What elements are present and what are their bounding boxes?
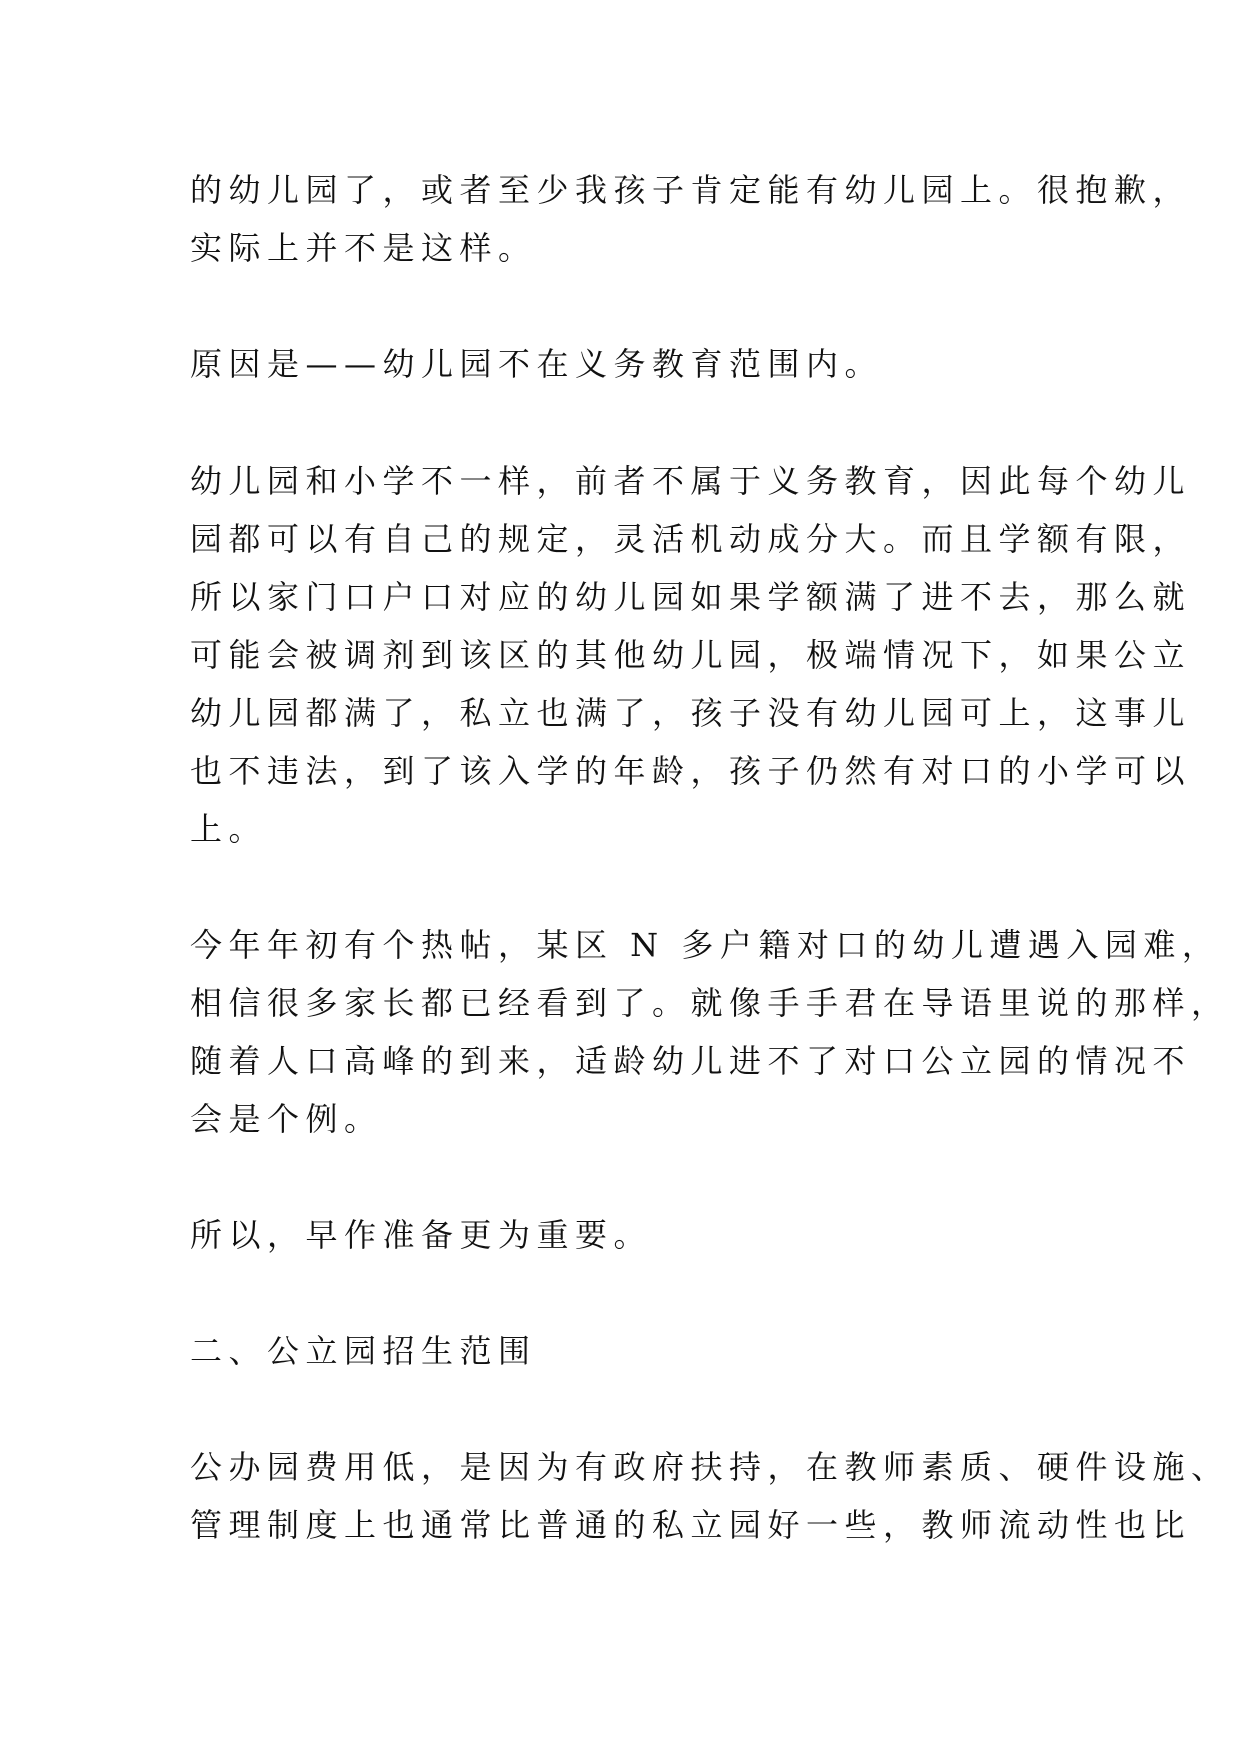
paragraph-2 (190, 335, 1060, 393)
text-line: 随着人口高峰的到来，适龄幼儿进不了对口公立园的情况不 (190, 1042, 1192, 1080)
text-line: 会是个例。 (190, 1100, 383, 1138)
text-line: 也不违法，到了该入学的年龄，孩子仍然有对口的小学可以 (190, 752, 1192, 790)
text-line: 上。 (190, 810, 268, 848)
paragraph-6 (190, 1438, 1230, 1554)
text-line: 幼儿园都满了，私立也满了，孩子没有幼儿园可上，这事儿 (190, 694, 1192, 732)
text-line: 今年年初有个热帖，某区 N 多户籍对口的幼儿遭遇入园难， (190, 926, 1221, 964)
section-heading (190, 1322, 1060, 1380)
text-line: 幼儿园和小学不一样，前者不属于义务教育，因此每个幼儿 (190, 462, 1192, 500)
text-line: 所以家门口户口对应的幼儿园如果学额满了进不去，那么就 (190, 578, 1192, 616)
text-line: 相信很多家长都已经看到了。就像手手君在导语里说的那样， (190, 984, 1230, 1022)
text-line: 二、公立园招生范围 (190, 1332, 537, 1370)
text-line: 可能会被调剂到该区的其他幼儿园，极端情况下，如果公立 (190, 636, 1192, 674)
paragraph-1 (190, 161, 1192, 277)
text-line: 实际上并不是这样。 (190, 229, 537, 267)
text-line: 所以，早作准备更为重要。 (190, 1216, 653, 1254)
text-line: 园都可以有自己的规定，灵活机动成分大。而且学额有限， (190, 520, 1192, 558)
text-line: 的幼儿园了，或者至少我孩子肯定能有幼儿园上。很抱歉， (190, 171, 1192, 209)
paragraph-4 (190, 916, 1230, 1148)
text-line: 公办园费用低，是因为有政府扶持，在教师素质、硬件设施、 (190, 1448, 1230, 1486)
paragraph-5 (190, 1206, 1060, 1264)
text-line: 管理制度上也通常比普通的私立园好一些，教师流动性也比 (190, 1506, 1192, 1544)
text-line: 原因是——幼儿园不在义务教育范围内。 (190, 345, 884, 383)
paragraph-3 (190, 452, 1192, 858)
